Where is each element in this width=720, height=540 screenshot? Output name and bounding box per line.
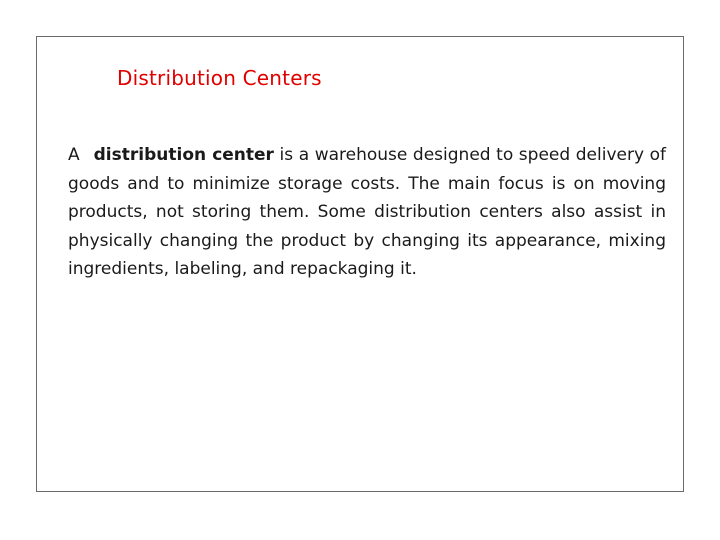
- body-key-term: distribution center: [93, 145, 274, 165]
- body-lead-article: A: [68, 145, 80, 165]
- slide-title: Distribution Centers: [117, 66, 322, 90]
- body-definition-text: is a warehouse designed to speed delivery of goods and to minimize storage costs. The main focus is on moving products, not storing them. Some distribution centers also assist in physically changing the product by changing its appearance, mixing ingredients, labeling, and repackaging it.: [68, 145, 666, 280]
- slide-body-paragraph: [68, 141, 666, 284]
